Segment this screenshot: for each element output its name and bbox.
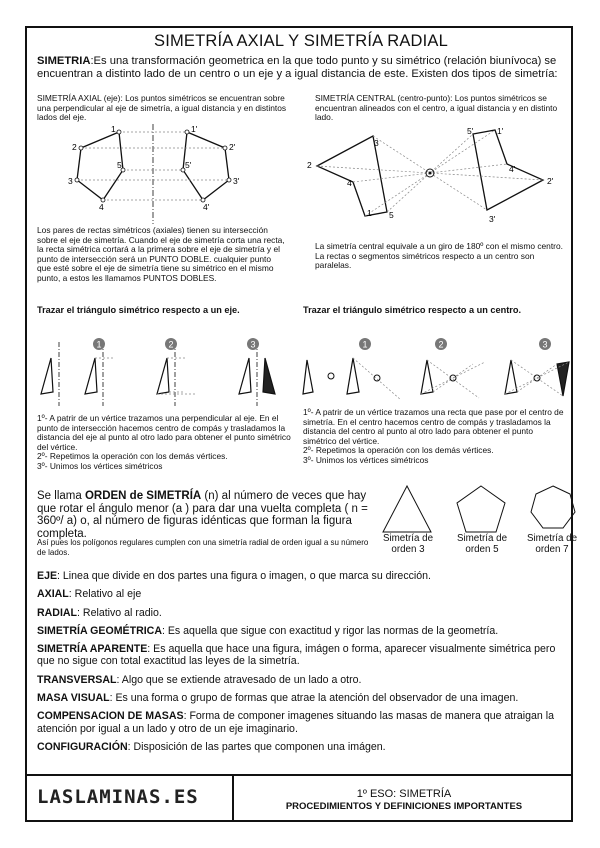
intro-term: SIMETRIA (37, 55, 91, 67)
c-label-5: 5 (389, 210, 394, 220)
footer (27, 774, 571, 822)
c-label-5p: 5' (467, 126, 474, 136)
axis-exercise-heading: Trazar el triángulo simétrico respecto a un eje. (37, 305, 240, 315)
label-5: 5 (117, 160, 122, 170)
definition-item: EJE: Linea que divide en dos partes una figura o imagen, o que marca su dirección. (37, 570, 431, 582)
axis-steps (37, 414, 295, 472)
axial-paragraph: Los pares de rectas simétricos (axiales) tienen su intersección sobre el eje de simetría. Cuando el eje de simetría corta una recta, la recta simétrica cortará a la primera sobre el eje de simetría y el punto de intersección será un PUNTO DOBLE. cualquier punto que esté sobre el eje de simetría tiene su simétrico en el mismo punto, a estos les llamamos PUNTOS DOBLES. (37, 225, 285, 283)
c-badge-2-label: 2 (438, 339, 444, 350)
definition-item: TRANSVERSAL: Algo que se extiende atravesado de un lado a otro. (37, 673, 362, 686)
definition-item: RADIAL: Relativo al radio. (37, 606, 162, 619)
center-step-3: 3º- Unimos los vértices simétricos (303, 454, 429, 465)
site-logo: LASLAMINAS.ES (37, 786, 199, 808)
definition-item: SIMETRÍA GEOMÉTRICA: Es aquella que sigue con exactitud y rigor las normas de la geometría. (37, 624, 499, 637)
central-symmetry-diagram (307, 128, 557, 238)
label-1: 1 (111, 124, 116, 134)
c-label-3p: 3' (489, 214, 496, 224)
definition-item: SIMETRÍA APARENTE: Es aquella que hace una figura, imágen o forma, aparecer visualmente simétrica pero que no sigue con total exactitud las leyes de la simetría. (37, 643, 556, 668)
label-4p: 4' (203, 202, 210, 212)
axis-step-3: 3º- Unimos los vértices simétricos (37, 460, 163, 471)
center-step-2: 2º- Repetimos la operación con los demás vértices. (303, 445, 494, 456)
triangle-a (41, 358, 53, 394)
intro-text: :Es una transformación geometrica en la que todo punto y su simétrico (relación biunívoca) se encuentran a distinto lado de un centro o un eje y a igual distancia de este. Existen dos tipos de simetría: (37, 55, 558, 80)
c-label-2: 2 (307, 160, 312, 170)
center-exercise-heading: Trazar el triángulo simétrico respecto a un centro. (303, 305, 522, 315)
center-exercise-diagram (301, 336, 571, 408)
caption-order-7: Simetría de orden 7 (526, 533, 578, 555)
c-label-4: 4 (347, 178, 352, 188)
triangle-order-3 (383, 486, 431, 532)
caption-order-5: Simetría de orden 5 (456, 533, 508, 555)
c-label-2p: 2' (547, 176, 554, 186)
definition-item: COMPENSACION DE MASAS: Forma de componer imagenes situando las masas de manera que atraigan la atención por igual a un lado y otro de un eje imaginario. (37, 710, 554, 735)
symmetric-pentagon (473, 130, 543, 210)
badge-3-label: 3 (250, 339, 256, 350)
label-2: 2 (72, 142, 77, 152)
axis-step-2: 2º- Repetimos la operación con los demás vértices. (37, 451, 228, 462)
original-pentagon (317, 136, 387, 216)
order-paragraph (37, 490, 377, 540)
order-text: (n) al número de veces que hay que rotar el ángulo menor (a ) para dar una vuelta completa ( n = 360º/ a) o, al número de figuras idénticas que forman la figura completa. (37, 490, 368, 540)
central-paragraph: La simetría central equivale a un giro de 180º con el mismo centro. La rectas o segmentos simétricos respecto a un centro son paralelas. (315, 241, 563, 271)
label-5p: 5' (185, 160, 192, 170)
order-note: Así pues los polígonos regulares cumplen con una simetría radial de orden igual a su número de lados. (37, 538, 369, 557)
c-label-1: 1 (367, 208, 372, 218)
c-badge-3-label: 3 (542, 339, 548, 350)
axial-description: SIMETRÍA AXIAL (eje): Los puntos simétricos se encuentran sobre una perpendicular al eje de simetría, a igual distancia y en distintos lados del eje. (37, 93, 287, 123)
label-3: 3 (68, 176, 73, 186)
c-badge-1-label: 1 (362, 339, 368, 350)
heptagon-order-7 (531, 486, 575, 528)
caption-order-3: Simetría de orden 3 (382, 533, 434, 555)
badge-1-label: 1 (96, 339, 102, 350)
label-1p: 1' (191, 124, 198, 134)
footer-title: 1º ESO: SIMETRÍA (356, 788, 452, 800)
badge-2-label: 2 (168, 339, 174, 350)
label-4: 4 (99, 202, 104, 212)
axis-step-1: 1º- A patrir de un vértice trazamos una perpendicular al eje. En el punto de intersección hacemos centro de compás y trasladamos la distancia del eje al punto al otro lado para obtener el punto simétrico del vértice. (37, 413, 291, 452)
definition-item: AXIAL: Relativo al eje (37, 588, 142, 601)
central-description: SIMETRÍA CENTRAL (centro-punto): Los puntos simétricos se encuentran alineados con el centro, a igual distancia y en distinto lado. (315, 93, 558, 123)
definition-item: MASA VISUAL: Es una forma o grupo de formas que atrae la atención del observador de una imagen. (37, 692, 519, 705)
label-2p: 2' (229, 142, 236, 152)
c-label-3: 3 (374, 138, 379, 148)
label-3p: 3' (233, 176, 240, 186)
c-label-1p: 1' (497, 126, 504, 136)
pentagon-order-5 (457, 486, 505, 532)
c-label-4p: 4' (509, 164, 516, 174)
footer-divider (232, 776, 234, 822)
definition-item: CONFIGURACIÓN: Disposición de las partes que componen una imágen. (37, 740, 386, 753)
page-title: SIMETRÍA AXIAL Y SIMETRÍA RADIAL (153, 32, 449, 50)
axial-symmetry-diagram (47, 124, 267, 234)
sheet-frame (25, 26, 578, 822)
center-steps (303, 408, 565, 466)
intro-paragraph (37, 55, 567, 80)
definitions-list (37, 570, 567, 759)
order-prefix: Se llama (37, 490, 85, 502)
axis-exercise-diagram (37, 336, 297, 408)
order-term: ORDEN de SIMETRÍA (84, 490, 202, 502)
footer-subtitle: PROCEDIMIENTOS Y DEFINICIONES IMPORTANTES (285, 801, 523, 812)
center-step-1: 1º- A patrir de un vértice trazamos una recta que pase por el centro de simetría. En el centro hacemos centro de compás y trasladamos la distancia del centro al punto al otro lado para obtener el punto simétrico del vértice. (303, 407, 564, 446)
